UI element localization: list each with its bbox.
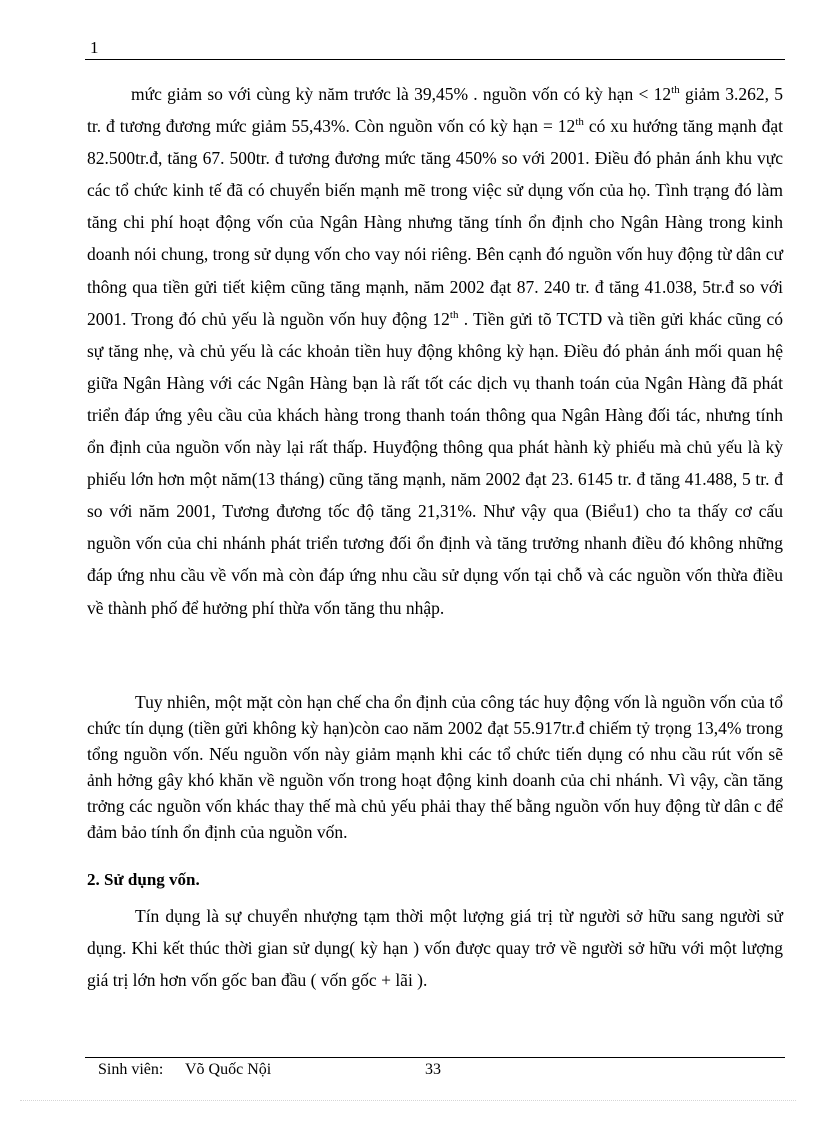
paragraph-capital-structure [87, 78, 783, 624]
page-bottom-border [20, 1100, 796, 1101]
header-rule [85, 59, 785, 60]
p1-text-c: có xu hướng tăng mạnh đạt 82.500tr.đ, tăng 67. 500tr. đ tương đương mức tăng 450% so với 2001. Điều đó phản ánh khu vực các tổ chức kinh tế đã có chuyển biến mạnh mẽ trong việc sử dụng vốn của họ. Tình trạng đó làm tăng chi phí hoạt động vốn của Ngân Hàng nhưng tăng tính ổn định cho Ngân Hàng trong kinh doanh nói chung, trong sử dụng vốn cho vay nói riêng. Bên cạnh đó nguồn vốn huy động từ dân cư thông qua tiền gửi tiết kiệm cũng tăng mạnh, năm 2002 đạt 87. 240 tr. đ tăng 41.038, 5tr.đ so với 2001. Trong đó chủ yếu là nguồn vốn huy động 12 [87, 116, 783, 329]
paragraph-credit-definition: Tín dụng là sự chuyển nhượng tạm thời một lượng giá trị từ người sở hữu sang người sử dụng. Khi kết thúc thời gian sử dụng( kỳ hạn ) vốn được quay trở về người sở hữu với một lượng giá trị lớn hơn vốn gốc ban đầu ( vốn gốc + lãi ). [87, 906, 783, 990]
footer-student-label: Sinh viên: [98, 1061, 164, 1078]
paragraph-limitations: Tuy nhiên, một mặt còn hạn chế cha ổn định của công tác huy động vốn là nguồn vốn của tổ chức tín dụng (tiền gửi không kỳ hạn)còn cao năm 2002 đạt 55.917tr.đ chiếm tỷ trọng 13,4% trong tổng nguồn vốn. Nếu nguồn vốn này giảm mạnh khi các tổ chức tiến dụng có nhu cầu rút vốn sẽ ảnh hởng gây khó khăn về nguồn vốn trong hoạt động kinh doanh của chi nhánh. Vì vậy, cần tăng trởng các nguồn vốn khác thay thế mà chủ yếu phải thay thế bằng nguồn vốn huy động từ dân c để đảm bảo tính ổn định của nguồn vốn. [87, 692, 783, 842]
p1-sup-b: th [575, 116, 584, 129]
p1-sup-c: th [449, 308, 459, 321]
p1-text-a: mức giảm so với cùng kỳ năm trước là 39,45% . nguồn vốn có kỳ hạn < 12 [131, 84, 672, 104]
header-page-number: 1 [90, 38, 99, 57]
section-heading: 2. Sử dụng vốn. [87, 870, 200, 889]
footer-rule [85, 1057, 785, 1058]
footer-student-name: Võ Quốc Nội [185, 1061, 272, 1078]
footer-page-number: 33 [425, 1061, 441, 1078]
p1-text-b: giảm 3.262, 5 tr. đ tương đương mức giảm 55,43%. Còn nguồn vốn có kỳ hạn = 12 [87, 84, 783, 137]
p1-text-d: . Tiền gửi tõ TCTD và tiền gửi khác cũng có sự tăng nhẹ, và chủ yếu là các khoản tiền huy động không kỳ hạn. Điều đó phản ánh mối quan hệ giữa Ngân Hàng với các Ngân Hàng bạn là rất tốt các dịch vụ thanh toán của Ngân Hàng đã phát triển đáp ứng yêu cầu của khách hàng trong thanh toán thông qua Ngân Hàng đối tác, nhưng tính ổn định của nguồn vốn này lại rất thấp. Huyđộng thông qua phát hành kỳ phiếu mà chủ yếu là kỳ phiếu lớn hơn một năm(13 tháng) cũng tăng mạnh, năm 2002 đạt 23. 6145 tr. đ tăng 41.488, 5 tr. đ so với năm 2001, Tương đương tốc độ tăng 21,31%. Như vậy qua (Biểu1) cho ta thấy cơ cấu nguồn vốn của chi nhánh phát triển tương đối ổn định và tăng trưởng nhanh điều đó không những đáp ứng nhu cầu về vốn mà còn đáp ứng nhu cầu sử dụng vốn tại chỗ và các nguồn vốn thừa điều về thành phố để hưởng phí thừa vốn tăng thu nhập. [87, 308, 783, 618]
p1-sup-a: th [671, 84, 680, 97]
